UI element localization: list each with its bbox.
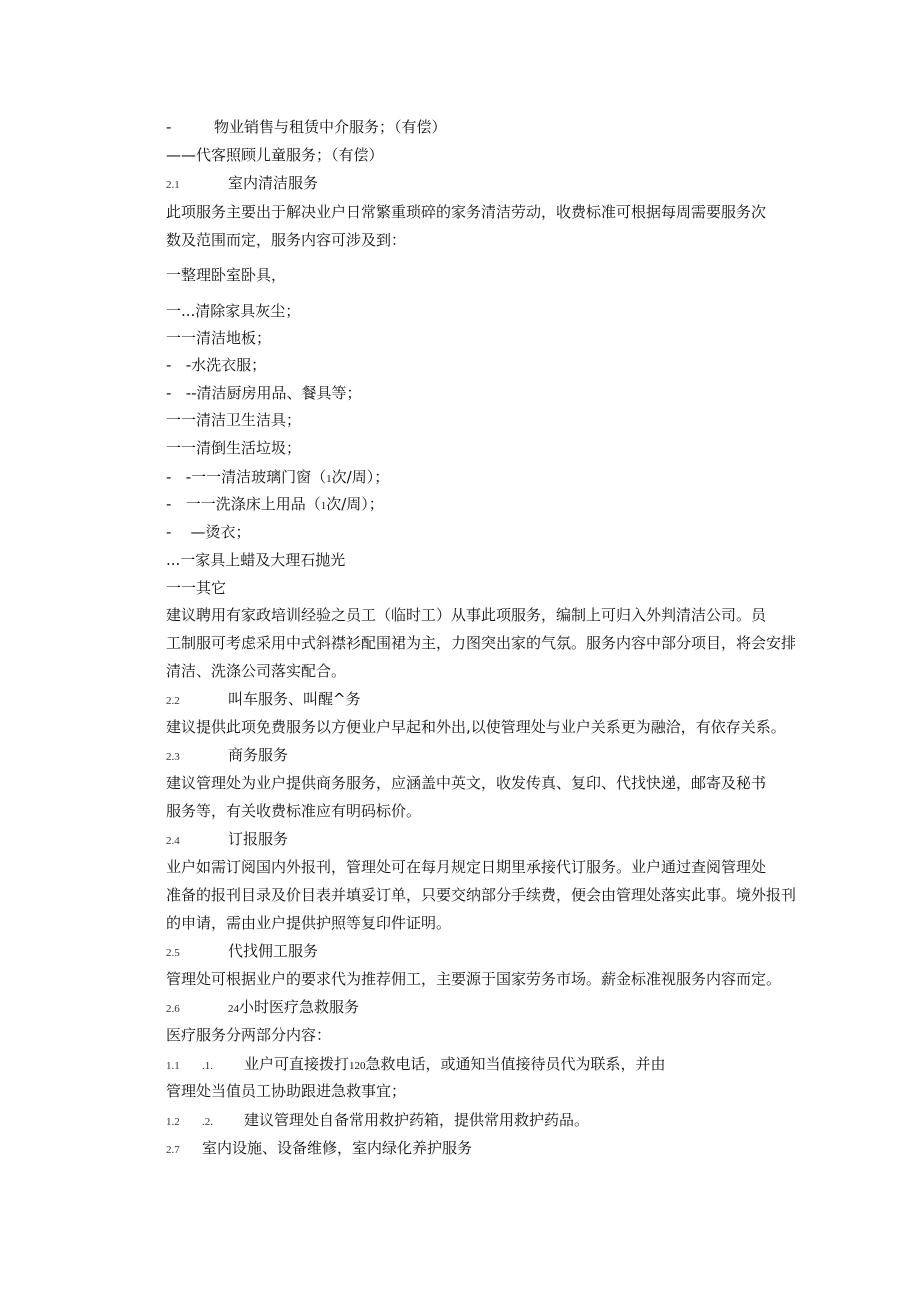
- hours-number: 24: [228, 1003, 239, 1015]
- section-heading-2-6: [166, 997, 359, 1019]
- paragraph-line: [166, 230, 406, 250]
- paragraph-line: [166, 202, 766, 222]
- list-item: [166, 494, 384, 516]
- section-heading-2-5: [166, 941, 318, 963]
- paragraph-line: [166, 605, 766, 625]
- section-title: 商务服务: [228, 746, 289, 764]
- section-heading-2-3: [166, 745, 288, 767]
- section-number: 2.5: [166, 947, 180, 959]
- paragraph-text: 业户如需订阅国内外报刊，管理处可在每月规定日期里承接代订服务。业户通过查阅管理处: [166, 858, 767, 876]
- section-number: 2.4: [166, 835, 180, 847]
- list-item-text: - -一一清洁玻璃门窗（: [166, 468, 327, 486]
- subsection-number: 1.2: [166, 1116, 180, 1128]
- paragraph-text: 管理处当值员工协助跟进急救事宜；: [166, 1082, 407, 1100]
- list-item-text: 一...清除家具灰尘；: [166, 302, 301, 320]
- section-title: 室内设施、设备维修，室内绿化养护服务: [202, 1139, 473, 1157]
- paragraph-text: 此项服务主要出于解决业户日常繁重琐碎的家务清洁劳动，收费标准可根据每周需要服务次: [166, 203, 767, 221]
- list-item-text: - --清洁厨房用品、餐具等；: [166, 384, 362, 402]
- section-title: 小时医疗急救服务: [239, 998, 360, 1016]
- paragraph-line: [166, 913, 451, 933]
- list-item: [166, 410, 301, 430]
- list-item: [166, 355, 266, 375]
- paragraph-text: 医疗服务分两部分内容：: [166, 1026, 332, 1044]
- frequency-number: 1: [320, 500, 327, 512]
- paragraph-text: 建议提供此项免费服务以方便业户早起和外出,以使管理处与业户关系更为融洽，有依存关系。: [166, 718, 786, 736]
- list-item: [166, 328, 271, 348]
- list-item: [166, 301, 300, 321]
- frequency-number: 1: [326, 473, 332, 485]
- list-item-text: 一一清倒生活垃圾；: [166, 439, 302, 457]
- list-item-text: - -水洗衣服；: [166, 356, 267, 374]
- subsection-number-2: .2.: [202, 1116, 213, 1128]
- list-item-text: - 一一洗涤床上用品（: [166, 495, 321, 513]
- list-item-text: 一一其它: [166, 579, 227, 597]
- subsection-text: 业户可直接拨打: [244, 1055, 350, 1073]
- section-heading-2-4: [166, 829, 288, 851]
- section-title: 室内清洁服务: [228, 174, 319, 192]
- list-item-text: ——代客照顾儿童服务；（有偿）: [166, 146, 384, 164]
- section-number: 2.3: [166, 751, 180, 763]
- list-item: [166, 265, 286, 285]
- section-title: 代找佣工服务: [228, 942, 319, 960]
- section-number: 2.2: [166, 695, 180, 707]
- paragraph-text: 数及范围而定，服务内容可涉及到：: [166, 231, 407, 249]
- section-heading-2-2: [166, 689, 361, 711]
- section-number: 2.7: [166, 1144, 180, 1156]
- list-item: [166, 438, 301, 458]
- list-item-text: - —烫衣；: [166, 523, 251, 541]
- subsection-number: 1.1: [166, 1060, 180, 1072]
- paragraph-line: [166, 801, 421, 821]
- list-item-text: 次/周）；: [331, 468, 390, 486]
- paragraph-text: 服务等，有关收费标准应有明码标价。: [166, 802, 422, 820]
- section-title: 叫车服务、叫醒^务: [228, 690, 361, 708]
- paragraph-line: [166, 969, 781, 989]
- subsection-text: 急救电话，或通知当值接待员代为联系，并由: [365, 1055, 666, 1073]
- subsection-line: [166, 1110, 589, 1132]
- paragraph-line: [166, 885, 796, 905]
- paragraph-line: [166, 717, 786, 737]
- emergency-number: 120: [349, 1060, 366, 1072]
- paragraph-line: [166, 661, 346, 681]
- section-heading-2-1: [166, 173, 318, 195]
- list-item-text: 一一清洁卫生洁具；: [166, 411, 302, 429]
- subsection-line: [166, 1054, 666, 1076]
- paragraph-text: 清洁、洗涤公司落实配合。: [166, 662, 347, 680]
- section-heading-2-7: [166, 1138, 472, 1160]
- list-item-text: 一整理卧室卧具，: [166, 266, 287, 284]
- list-item-text: 一一清洁地板；: [166, 329, 272, 347]
- paragraph-line: [166, 633, 796, 653]
- paragraph-text: 的申请，需由业户提供护照等复印件证明。: [166, 914, 452, 932]
- list-dash: -: [166, 118, 172, 136]
- list-item: [166, 117, 447, 137]
- list-item-text: 物业销售与租赁中介服务；（有偿）: [214, 118, 447, 136]
- list-item: [166, 550, 345, 570]
- paragraph-text: 建议聘用有家政培训经验之员工（临时工）从事此项服务，编制上可归入外判清洁公司。员: [166, 606, 767, 624]
- paragraph-line: [166, 773, 766, 793]
- paragraph-text: 管理处可根据业户的要求代为推荐佣工，主要源于国家劳务市场。薪金标准视服务内容而定。: [166, 970, 782, 988]
- paragraph-text: 建议管理处为业户提供商务服务，应涵盖中英文，收发传真、复印、代找快递，邮寄及秘书: [166, 774, 767, 792]
- subsection-text: 建议管理处自备常用救护药箱，提供常用救护药品。: [244, 1111, 590, 1129]
- list-item: [166, 383, 362, 403]
- list-item: [166, 578, 226, 598]
- paragraph-text: 工制服可考虑采用中式斜襟衫配围裙为主，力图突出家的气氛。服务内容中部分项目，将会安排: [166, 634, 797, 652]
- paragraph-line: [166, 857, 766, 877]
- paragraph-text: 准备的报刊目录及价目表并填妥订单，只要交纳部分手续费，便会由管理处落实此事。境外报刊: [166, 886, 797, 904]
- subsection-number-2: .1.: [202, 1060, 213, 1072]
- section-title: 订报服务: [228, 830, 289, 848]
- list-item: [166, 522, 251, 542]
- list-item-text: 次/周）；: [326, 495, 384, 513]
- list-item-text: ...一家具上蜡及大理石抛光: [166, 551, 346, 569]
- paragraph-line: [166, 1025, 331, 1045]
- list-item: [166, 145, 384, 165]
- section-number: 2.6: [166, 1003, 180, 1015]
- paragraph-line: [166, 1081, 406, 1101]
- section-number: 2.1: [166, 179, 180, 191]
- list-item: [166, 467, 389, 489]
